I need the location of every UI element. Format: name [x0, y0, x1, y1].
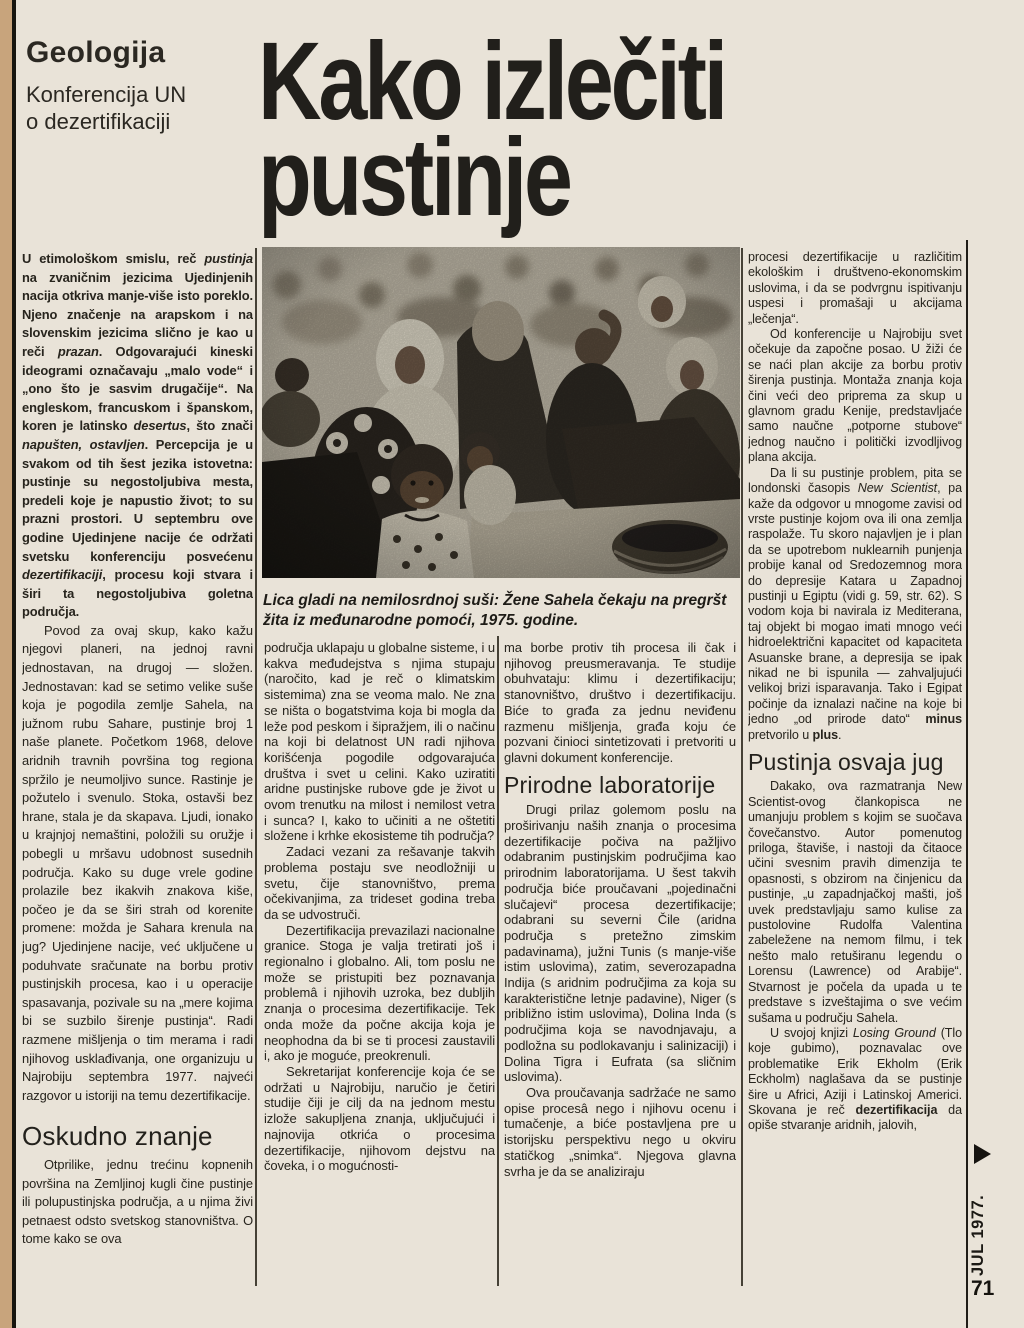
issue-date: JUL 1977. [969, 1194, 987, 1276]
page-number: 71 [971, 1277, 995, 1300]
article-title-line-2: pustinje [258, 116, 570, 239]
text-column-2 [264, 640, 495, 1326]
lead-paragraph: U etimološkom smislu, reč pustinja na zvaničnim jezicima Ujedinjenih nacija otkriva manje-više isto poreklo. Njeno značenje na arapskom i na slovenskim jezicima slično je kao u reči prazan. Odgovarajući kineski ideogrami označavaju „malo vode“ i „ono što je sasvim drugačije“. Na engleskom, francuskom i španskom, koren je latinsko desertus, što znači napušten, ostavljen. Percepcija je u svakom od tih šest jezika istovetna: pustinje su negostoljubiva mesta, predeli koje je napustio život; to su prazni prostori. U septembru ove godine Ujedinjene nacije će održati svetsku konferenciju posvećenu dezertifikaciji, procesu koji stvara i širi ta negostoljubiva goletna područja. [22, 251, 253, 620]
section-heading-oskudno-znanje: Oskudno znanje [22, 1121, 213, 1152]
kicker [26, 82, 186, 135]
paragraph: U svojoj knjizi Losing Ground (Tlo koje gubimo), poznavalac ove problematike Erik Ekholm (Erik Eckholm) naglašava da se pustinje šire u Africi, Aziji i Latinskoj Americi. Skovana je reč dezertifikacija da opiše stvaranje aridnih, jalovih, [748, 1025, 962, 1133]
column-divider [497, 636, 499, 1286]
section-heading-pustinja-osvaja-jug: Pustinja osvaja jug [748, 749, 944, 775]
famine-photo-illustration [262, 247, 740, 578]
scan-margin-strip [0, 0, 12, 1328]
paragraph: Povod za ovaj skup, kako kažu njegovi planeri, na jednoj ravni jednostavan, na drugoj — složen. Jednostavan: kad se setimo velike suše koja je pogodila zemlje Sahela, na južnom rubu Sahare, pustinje broj 1 naše planete. Početkom 1968, delove aridnih travnih površina tog regiona spržilo je neumoljivo sunce. Rastinje je požutelo i svenulo. Stoka, ostavši bez hrane, stala je da skapava. Ljudi, ionako u krajnjoj nemaštini, položili su oružje i pobegli u mršavu udobnost susednih područja. Kako su duge vrele godine prolazile bez ikakvih znakova kiše, počeo je da se širi strah od korenite promene: možda je Sahara krenula na jug? Ujedinjene nacije, već uključene u poduhvate sračunate na borbu protiv pustinjskih procesa, kao i u operacije spasavanja, pozivale su na „mere kojima bi se suzbilo širenje pustinja“. Radi razmene mišljenja o tim merama i radi njihovog usklađivanja, one organizuju u Najrobiju septembra 1977. najveći razgovor u istoriji na temu dezertifikacije. [22, 622, 253, 1103]
paragraph: ma borbe protiv tih procesa ili čak i njihovog preusmeravanja. Te studije obuhvataju: klimu i dezertifikaciju; stanovništvo, društvo i dezertifikaciju. Biće to građa za jednu neviđenu razmenu mišljenja, građa koju će pozvani činioci sintetizovati i pretvoriti u glavni dokument konferencije. [504, 640, 736, 765]
photo-caption: Lica gladi na nemilosrdnoj suši: Žene Sahela čekaju na pregršt žita iz međunarodne pomoći, 1975. godine. [263, 592, 727, 629]
section-heading-prirodne-laboratorije: Prirodne laboratorije [504, 771, 716, 798]
paragraph: Da li su pustinje problem, pita se londonski časopis New Scientist, pa kaže da odgovor u mnogome zavisi od vrste pustinje kojom ova ili ona zemlja raspolaže. Tu skoro najavljen je i plan da se upotrebom nuklearnih punjenja probije kanal od Sredozemnog mora do depresije Katara u Zapadnoj pustinji u Egiptu (vidi g. 59, str. 62). S vodom koja bi navirala iz Mediterana, taj objekt bi mogao imati mnogo veći hidroelektrični kapacitet od kapaciteta Asuanske brane, a depresija se ipak nikad ne bi ispunila — zahvaljujući velikoj brizi isparavanja. Tako i Egipat počinje da iznalazi načine na koje bi jedno „od prirode dato“ minus pretvorilo u plus. [748, 465, 962, 742]
kicker-line-2: o dezertifikaciji [26, 108, 171, 134]
paragraph: područja uklapaju u globalne sisteme, i u kakva međudejstva s njima stupaju (naročito, kad je reč o klimatskim sistemima) zna se veoma malo. Ne zna se ništa o bogatstvima koja bi mogla da leže pod peskom i šipražjem, ili o načinu na koji bi delatnost UN radi njihova korišćenja pogodile odgovarajuća društva i svet u celini. Kako uziratiti aridne pustinjske rubove gde je život u ovom trenutku na milost i nemilost vetra i sunca? I, kako to učiniti a ne oštetiti složene i krhke ekosisteme tih područja? [264, 640, 495, 844]
text-column-1 [22, 250, 253, 1316]
paragraph: Zadaci vezani za rešavanje takvih problema postaju sve neodložniji u svetu, čije stanovništvo, prema očekivanjima, za trideset godina treba da se udvostruči. [264, 844, 495, 922]
article-title [258, 20, 1024, 239]
famine-photo [262, 247, 740, 578]
text-column-3 [504, 640, 736, 1326]
right-margin-rule [966, 240, 968, 1328]
paragraph: Dakako, ova razmatranja New Scientist-ovog člankopisca ne umanjuju problem s kojim se suočava čovečanstvo. Autor pomenutog priloga, štaviše, i nastoji da čitaoce učini svesnim pravih dimenzija te opasnosti, s obzirom na činjenicu da pustinje, „u zapadnjačkoj mašti, još uvek predstavljaju samo kulise za pustolovine Rudolfa Valentina zabeležene na nemom filmu, i tek nešto malo retuširanu legendu o Lorensu (Lawrence) od Arabije“. Stvarnost je počela da upada u te predstave s izveštajima o sve većim sušama u području Sahela. [748, 779, 962, 1025]
column-divider [255, 248, 257, 1286]
page-edge-rule [12, 0, 16, 1328]
page-continues-arrow-icon [974, 1144, 991, 1164]
text-column-4 [748, 250, 962, 1326]
section-label: Geologija [26, 36, 166, 69]
column-divider [741, 248, 743, 1286]
paragraph: Ova proučavanja sadržaće ne samo opise procesâ nego i njihovu ocenu i tumačenje, a biće postavljena pre u istorijsku perspektivu nego u okviru statičkog „snimka“. Njegova glavna svrha je da se analiziraju [504, 1084, 736, 1179]
paragraph: Od konferencije u Najrobiju svet očekuje da započne posao. U žiži će se naći plan akcije za borbu protiv širenja pustinja. Montaža znanja koja čini veći deo priprema za skup u glavnom gradu Kenije, predstavljaće samo naučne „potporne stubove“ jednog naučno i politički izvodljivog plana akcija. [748, 327, 962, 465]
paragraph: procesi dezertifikacije u različitim ekološkim i društveno-ekonomskim uslovima, i da se podvrgnu ispitivanju uspesi i promašaji u akcijama „lečenja“. [748, 250, 962, 326]
paragraph: Dezertifikacija prevazilazi nacionalne granice. Stoga je valja tretirati još i regionalno i globalno. Ali, tom poslu ne može se pristupiti bez poznavanja problemâ i njihovih uzroka, bez dubljih znanja o procesima dezertifikacije. Tek onda može da počne akcija koja je neophodna da bi se ti procesi zaustavili i, ako je moguće, preokrenuli. [264, 922, 495, 1064]
paragraph: Sekretarijat konferencije koja će se održati u Najrobiju, naručio je četiri studije čiji je cilj da na jednom mestu izlože sakupljena znanja, uključujući i najnovija otkrića o procesima dezertifikacije, njihovom dejstvu na čoveka, i o mogućnosti- [264, 1063, 495, 1174]
paragraph: Otprilike, jednu trećinu kopnenih površina na Zemljinoj kugli čine pustinje ili polupustinjska područja, a u njima živi petnaest odsto svetskog stanovništva. O tome kako se ova [22, 1156, 253, 1247]
kicker-line-1: Konferencija UN [26, 82, 187, 107]
paragraph: Drugi prilaz golemom poslu na proširivanju naših znanja o procesima dezertifikacije počiva na pažljivo odabranim pustinjskim područjima kao prirodnim laboratorijama. U šest takvih područja biće proučavani „pojedinačni slučajevi“ procesa dezertifikacije; odabrani su severni Čile (aridna područja s pretežno zimskim padavinama), južni Tunis (s manje-više istim uslovima), zatim, severozapadna Indija (s aridnim područjima za koja su karakteristične letnje padavine), Niger (s približno istim uslovima), Dolina Inda (s područjima koja se navodnjavaju, a podložna su podlokavanju i salinizaciji) i Dolina Tigra i Eufrata (sa sličnim uslovima). [504, 802, 736, 1085]
article-title-line-1: Kako izlečiti [258, 20, 726, 143]
